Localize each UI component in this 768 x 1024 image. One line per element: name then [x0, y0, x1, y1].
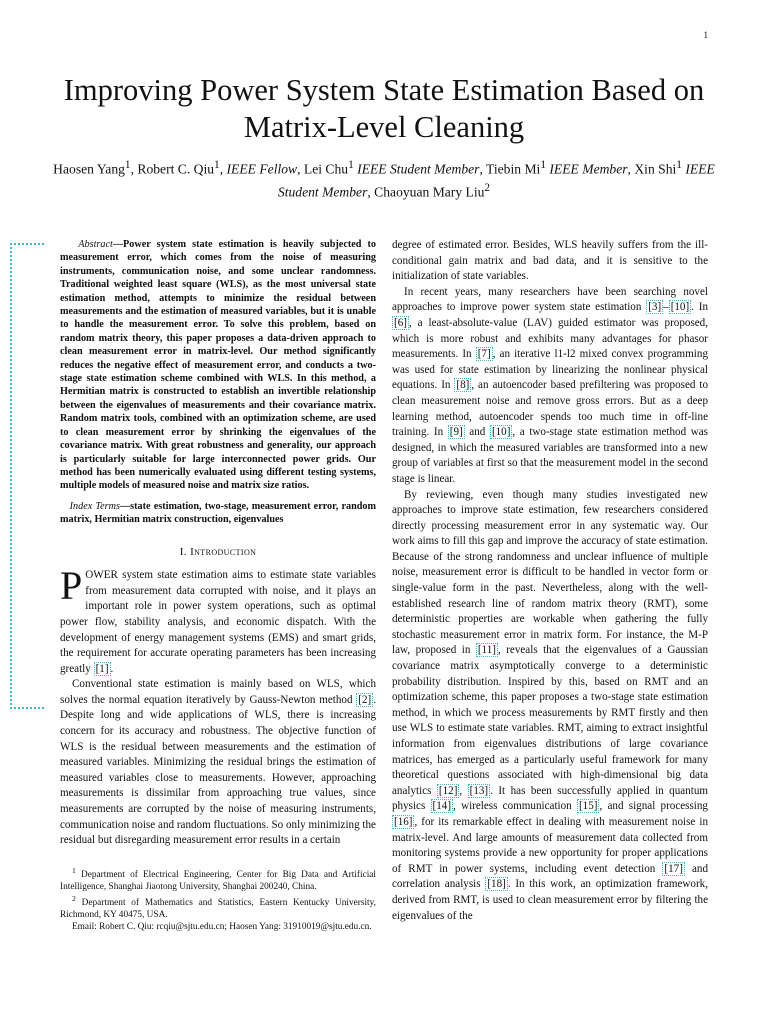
paragraph: By reviewing, even though many studies investigated new approaches to improve state estimation, few researchers considered directly processing measurement error in any systematic way. Our work aims to fill this gap and improve the accuracy of state estimation. Because of the strong randomness and unclear influence of multiple noise, measurement error is difficult to be handled in vector form or single-value form in the past. Nevertheless, along with the well-established research line of random matrix theory (RMT), some deterministic properties are workable when gathering the fully stochastic measurement error in matrix form. For instance, the M-P law, proposed in [11] , reveals that the eigenvalues of a Gaussian covariance matrix asymptotically converge to a deterministic probability distribution. Inspired by this, based on RMT and an optimization scheme, this paper proposes a two-stage state estimation method, in which we process measurements by RMT firstly and then use WLS to estimate state variables. RMT, aiming to extract insightful information from eigenvalues distributions of large covariance matrices, has emerged as a particularly useful framework for many theoretical questions associated with high-dimensional big data analytics [12] , [13] . It has been successfully applied in quantum physics [14] , wireless communication [15] , and signal processing [16] , for its remarkable effect in dealing with measurement noise in matrix-level. And large amounts of measurement data collected from monitoring systems provide a new opportunity for proper applications of RMT in power systems, including event detection [17] and correlation analysis [18] . In this work, an optimization framework, derived from RMT, is used to clean measurement error by filtering the eigenvalues of the	[392, 488, 708, 922]
index-terms-text: state estimation, two-stage, measurement error, random matrix, Hermitian matrix construction, eigenvalues	[60, 500, 377, 526]
author-role: IEEE Student Member	[277, 161, 715, 200]
annotation-highlight	[10, 243, 44, 709]
author-name: Haosen Yang	[53, 161, 125, 177]
citation-link[interactable]: [6]	[394, 316, 407, 329]
author-name: Xin Shi	[634, 161, 677, 177]
abstract-label: Abstract	[78, 239, 113, 250]
index-terms: Index Terms—state estimation, two-stage, measurement error, random matrix, Hermitian matrix construction, eigenvalues	[60, 500, 377, 526]
index-terms-label: Index Terms	[69, 500, 120, 512]
citation-link[interactable]: [17]	[664, 862, 683, 875]
citation-link[interactable]: [9]	[449, 426, 463, 439]
author-name: Lei Chu	[303, 161, 349, 177]
footnote: $^2$ Department of Mathematics and Statistics, Eastern Kentucky University, Richmond, KY 40475, USA.	[60, 893, 377, 920]
page-number: 1	[703, 30, 708, 40]
abstract: Abstract—Power system state estimation is heavily subjected to measurement error, which comes from the noise of measuring instruments, communication noise, and some unclear randomness. Traditional weighted least square (WLS), as the most universal state estimation method, attempts to minimize the residual between measurements and the estimation of measured variables, but it is unable to handle the measurement error. To solve this problem, based on random matrix theory, this paper proposes a data-driven approach to clean measurement error in matrix-level. Our method significantly reduces the negative effect of measurement error, and conducts a two-stage state estimation scheme combined with WLS. In this method, a Hermitian matrix is constructed to establish an invertible relationship between the eigenvalues of measurements and their covariance matrix. Random matrix tools, combined with an optimization scheme, are used to clean measurement error by shrinking the eigenvalues of the covariance matrix. With great robustness and generality, our approach is particularly suitable for large interconnected power grids. Our method has been numerically evaluated using different testing systems, multiple models of measured noise and matrix size ratios.	[60, 239, 376, 492]
footnote-email: Email: Robert C. Qiu: rcqiu@sjtu.edu.cn; Haosen Yang: 31910019@sjtu.edu.cn.	[72, 922, 372, 932]
right-column	[392, 238, 708, 924]
paragraph: degree of estimated error. Besides, WLS heavily suffers from the ill-conditional gain matrix and bad data, and it is sensitive to the initialization of state variables.	[392, 239, 708, 283]
author-name: Tiebin Mi	[486, 161, 541, 177]
author-name: Chaoyuan Mary Liu	[374, 184, 485, 200]
abstract-text: Power system state estimation is heavily subjected to measurement error, which comes from the noise of measuring instruments, communication noise, and some unclear randomness. Traditional weighted least square (WLS), as the most universal state estimation method, attempts to minimize the residual between measurements and the estimation of measured variables, but it is unable to handle the measurement error. To solve this problem, based on random matrix theory, this paper proposes a data-driven approach to clean measurement error in matrix-level. Our method significantly reduces the negative effect of measurement error, and conducts a two-stage state estimation scheme combined with WLS. In this method, a Hermitian matrix is constructed to establish an invertible relationship between the eigenvalues of measurements and their covariance matrix. Random matrix tools, combined with an optimization scheme, are used to clean measurement error by shrinking the eigenvalues of the covariance matrix. With great robustness and generality, our approach is particularly suitable for large interconnected power grids. Our method has been numerically evaluated using different testing systems, multiple models of measured noise and matrix size ratios.	[60, 239, 376, 492]
citation-link[interactable]: [11]	[477, 644, 496, 657]
citation-link[interactable]: [1]	[95, 662, 109, 675]
paper-title: Improving Power System State Estimation Based on Matrix-Level Cleaning	[63, 73, 705, 144]
footnotes	[60, 865, 376, 933]
citation-link[interactable]: [10]	[491, 426, 511, 439]
left-column	[60, 238, 376, 933]
author-role: IEEE Fellow	[226, 161, 298, 177]
citation-link[interactable]: [15]	[578, 800, 598, 813]
citation-link[interactable]: [18]	[487, 878, 506, 891]
citation-link[interactable]: [3]	[648, 301, 662, 314]
section-heading: I. Introduction	[179, 545, 257, 558]
citation-link[interactable]: [2]	[358, 693, 372, 706]
paragraph: In recent years, many researchers have been searching novel approaches to improve power system state estimation [3] – [10] . In [6] , a least-absolute-value (LAV) guided estimator was proposed, which is more robust and exhibits many advantages for phasor measurements. In [7] , an iterative l1-l2 mixed convex programming was used for state estimation by linearizing the nonlinear physical equations. In [8] , an autoencoder based prefiltering was proposed to clean measurement noise and remove gross errors. But as a deep learning method, autoencoder spends too much time in off-line training. In [9] and [10] , a two-stage state estimation method was designed, in which the measured variables are transformed into a new group of variables at first so that the measurement model in the second stage is linear.	[392, 285, 709, 485]
footnote: $^1$ Department of Electrical Engineering, Center for Big Data and Artificial Intelligence, Shanghai Jiaotong University, Shanghai 200240, China.	[60, 865, 376, 892]
citation-link[interactable]: [14]	[432, 800, 452, 813]
author-role: IEEE Student Member	[357, 161, 480, 177]
citation-link[interactable]: [7]	[477, 348, 491, 361]
citation-link[interactable]: [12]	[438, 784, 458, 797]
citation-link[interactable]: [10]	[670, 301, 690, 314]
citation-link[interactable]: [8]	[456, 379, 470, 392]
paragraph: Conventional state estimation is mainly based on WLS, which solves the normal equation iteratively by Gauss-Newton method [2] . Despite long and wide applications of WLS, there is increasing concern for its accuracy and robustness. The objective function of WLS is the residual between measurements and the estimation of measured variables. Minimizing the residual brings the estimation of measured variables close to measurements. However, approaching measurements is dissimilar from approaching true values, since measurements are corrupted by the noise of measuring instruments, communication noise and random fluctuations. So only minimizing the residual but disregarding measurement error results in a certain	[60, 678, 376, 847]
citation-link[interactable]: [13]	[469, 784, 489, 797]
author-role: IEEE Member	[549, 161, 628, 177]
intro-paragraph: POWER system state estimation aims to estimate state variables from measurement data corrupted with noise, and it plays an important role in power system operations, such as optimal power flow, stability analysis, and economic dispatch. With the development of energy management systems (EMS) and smart grids, the requirement for accurate operating parameters has been increasing greatly [1] .	[60, 563, 376, 675]
drop-cap: P	[60, 563, 83, 609]
author-list: Haosen Yang$^1$, Robert C. Qiu$^1$, IEEE Fellow, Lei Chu$^1$ IEEE Student Member, Tiebin Mi$^1$ IEEE Member, Xin Shi$^1$ IEEE Student Member, Chaoyuan Mary Liu$^2$	[53, 159, 715, 200]
citation-link[interactable]: [16]	[394, 815, 413, 828]
author-name: Robert C. Qiu	[137, 161, 215, 177]
